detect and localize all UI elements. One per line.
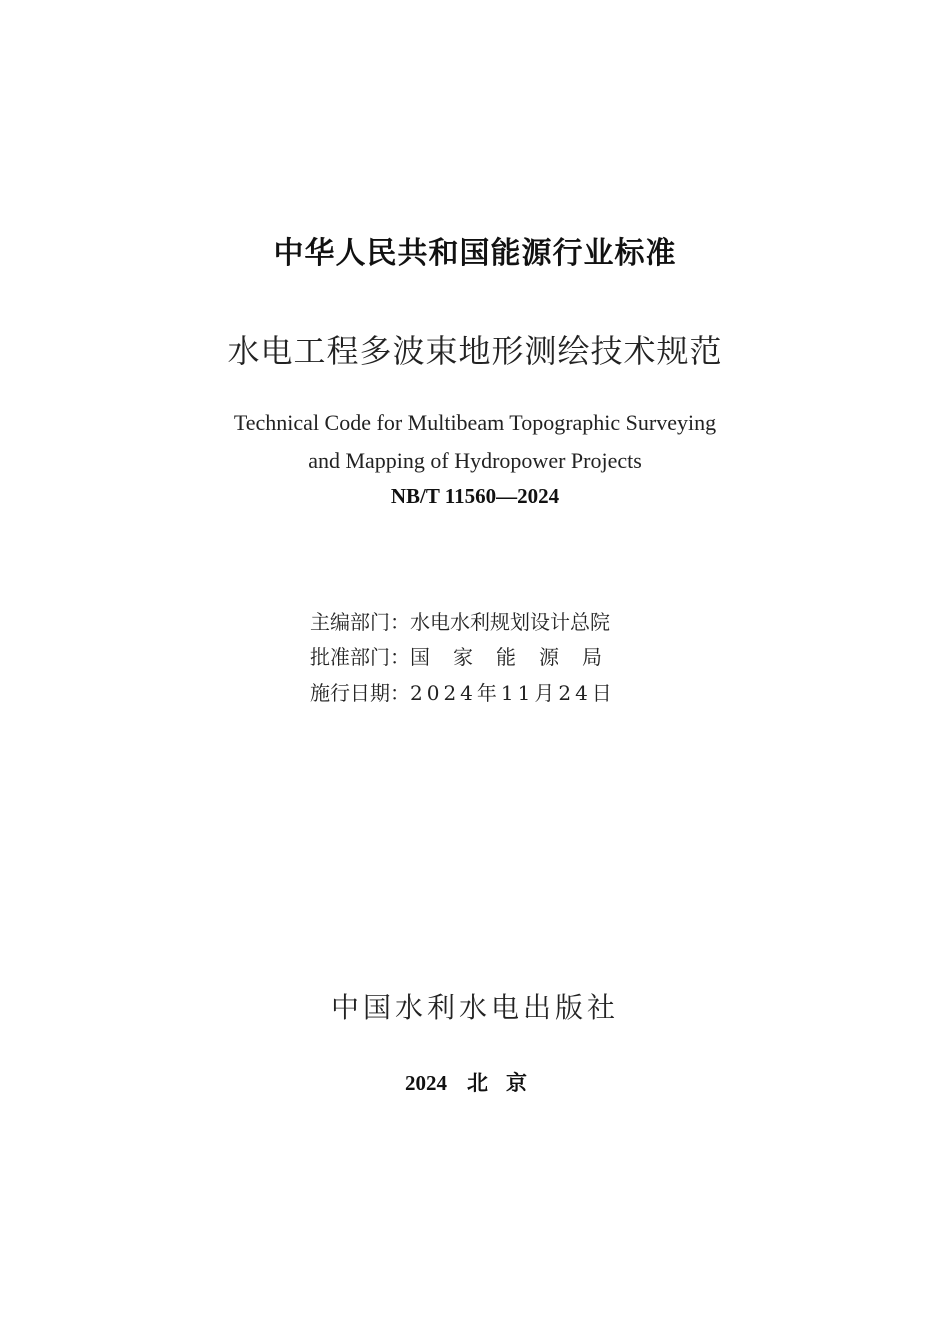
effective-date-label: 施行日期： — [310, 681, 410, 705]
english-title-line-1: Technical Code for Multibeam Topographic Surveying — [233, 410, 717, 435]
editor-row — [310, 606, 610, 635]
industry-standard-heading: 中华人民共和国能源行业标准 — [273, 236, 677, 271]
approver-label: 批准部门： — [310, 645, 410, 669]
editor-label: 主编部门： — [310, 610, 410, 634]
effective-date-row — [310, 677, 616, 706]
approver-value: 国家能源局 — [410, 645, 625, 669]
english-title-line-2: and Mapping of Hydropower Projects — [308, 448, 642, 473]
effective-date-value: 2024年11月24日 — [410, 681, 616, 705]
publication-city: 北京 — [467, 1071, 545, 1095]
editor-value: 水电水利规划设计总院 — [410, 610, 610, 634]
publisher: 中国水利水电出版社 — [330, 991, 619, 1024]
approver-row — [310, 641, 625, 670]
publication-place — [0, 1067, 950, 1097]
standard-number: NB/T 11560—2024 — [390, 484, 560, 508]
chinese-title: 水电工程多波束地形测绘技术规范 — [227, 332, 723, 370]
publication-year: 2024 — [405, 1071, 447, 1095]
